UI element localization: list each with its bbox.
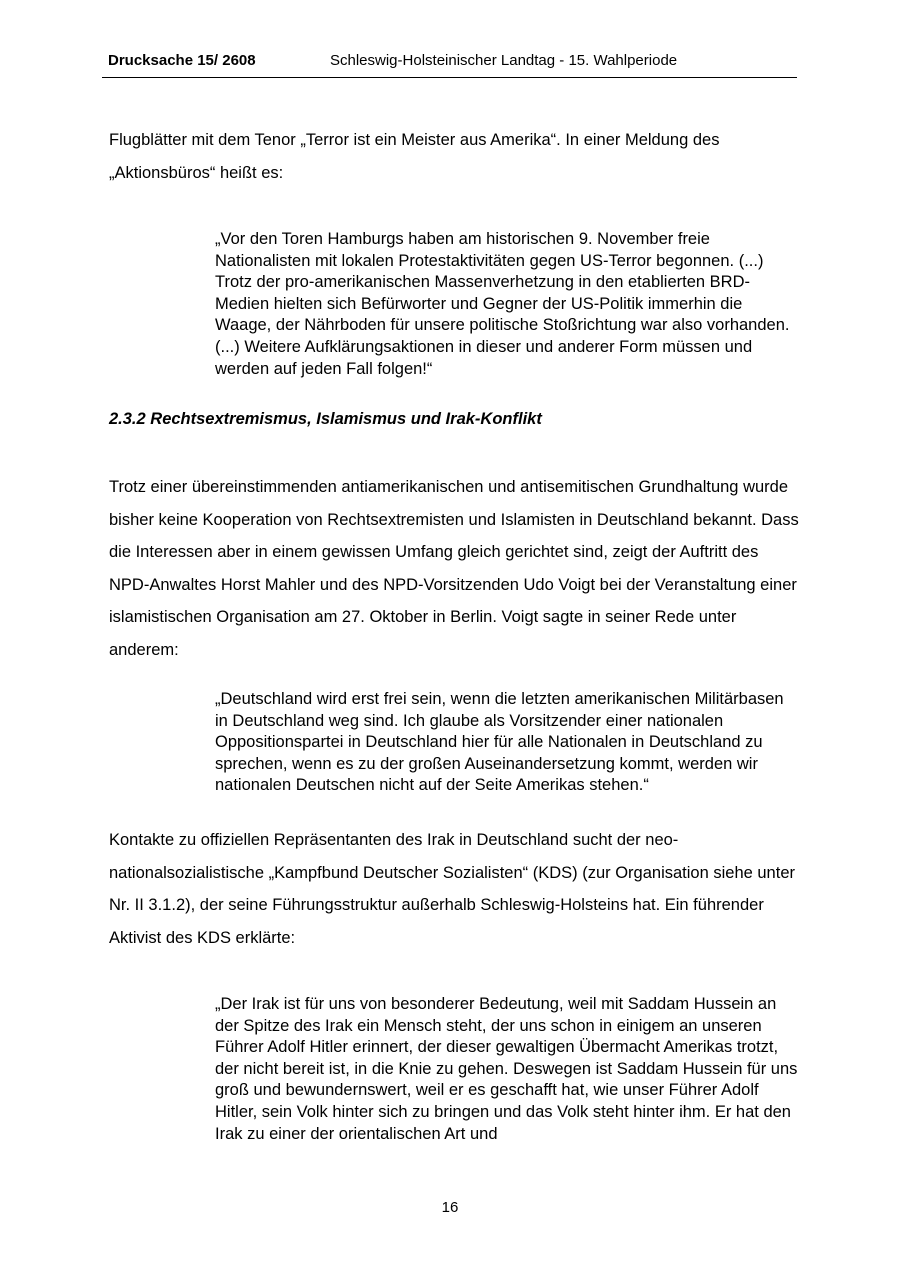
paragraph-3: Kontakte zu offiziellen Repräsentanten des Irak in Deutschland sucht der neo-nationalsozialistische „Kampfbund Deutscher Sozialisten“ (KDS) (zur Organisation siehe unter Nr. II 3.1.2), der seine Führungsstruktur außerhalb Schleswig-Holsteins hat. Ein führender Aktivist des KDS erklärte: [109,831,795,947]
page-number: 16 [441,1199,459,1216]
document-number: Drucksache 15/ 2608 [108,52,256,69]
paragraph-1: Flugblätter mit dem Tenor „Terror ist ein Meister aus Amerika“. In einer Meldung des „Aktionsbüros“ heißt es: [109,131,720,182]
page-header [102,52,797,78]
quote-3: „Der Irak ist für uns von besonderer Bedeutung, weil mit Saddam Hussein an der Spitze des Irak ein Mensch steht, der uns schon in einigem an unseren Führer Adolf Hitler erinnert, der dieser gewaltigen Übermacht Amerikas trotzt, der nicht bereit ist, in die Knie zu gehen. Deswegen ist Saddam Hussein für uns groß und bewundernswert, weil er es geschafft hat, wie unser Führer Adolf Hitler, sein Volk hinter sich zu bringen und das Volk steht hinter ihm. Er hat den Irak zu einer der orientalischen Art und [215,995,798,1143]
landtag-title: Schleswig-Holsteinischer Landtag - 15. Wahlperiode [330,52,678,69]
quote-1: „Vor den Toren Hamburgs haben am historischen 9. November freie Nationalisten mit lokalen Protestaktivitäten gegen US-Terror begonnen. (...) Trotz der pro-amerikanischen Massenverhetzung in den etablierten BRD-Medien hielten sich Befürworter und Gegner der US-Politik immerhin die Waage, der Nährboden für unsere politische Stoßrichtung war also vorhanden. (...) Weitere Aufklärungsaktionen in dieser und anderer Form müssen und werden auf jeden Fall folgen!“ [215,230,790,378]
section-heading: 2.3.2 Rechtsextremismus, Islamismus und Irak-Konflikt [109,410,542,428]
paragraph-2: Trotz einer übereinstimmenden antiamerikanischen und antisemitischen Grundhaltung wurde bisher keine Kooperation von Rechtsextremisten und Islamisten in Deutschland bekannt. Dass die Interessen aber in einem gewissen Umfang gleich gerichtet sind, zeigt der Auftritt des NPD-Anwaltes Horst Mahler und des NPD-Vorsitzenden Udo Voigt bei der Veranstaltung einer islamistischen Organisation am 27. Oktober in Berlin. Voigt sagte in seiner Rede unter anderem: [109,478,799,659]
quote-2: „Deutschland wird erst frei sein, wenn die letzten amerikanischen Militärbasen in Deutschland weg sind. Ich glaube als Vorsitzender einer nationalen Oppositionspartei in Deutschland hier für alle Nationalen in Deutschland zu sprechen, wenn es zu der großen Auseinandersetzung kommt, werden wir nationalen Deutschen nicht auf der Seite Amerikas stehen.“ [215,690,784,795]
